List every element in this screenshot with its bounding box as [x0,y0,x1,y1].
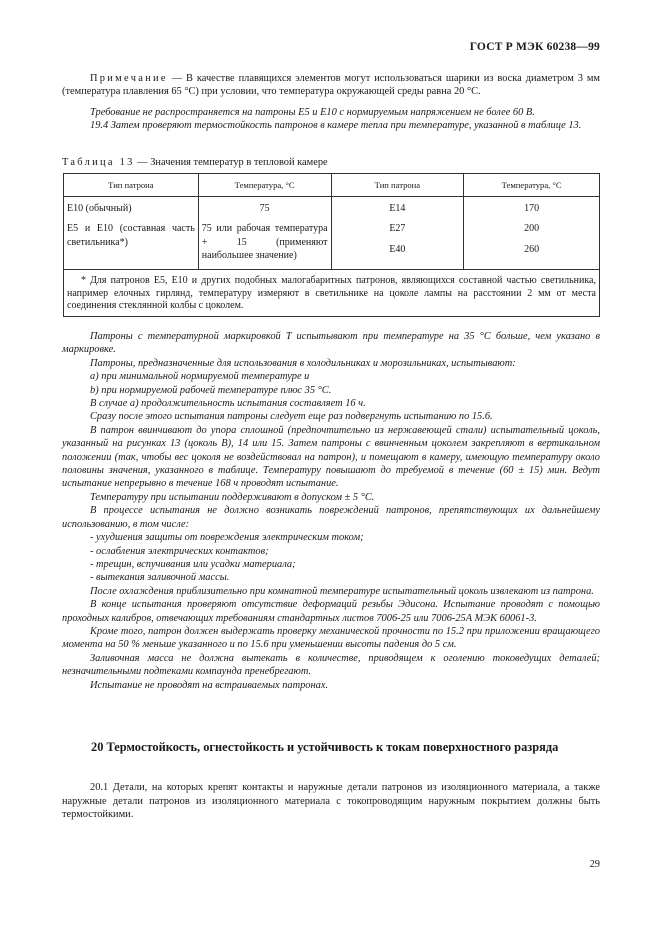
body-paragraph: Температуру при испытании поддерживают в допуском ± 5 °С. [90,491,375,503]
list-item: b) при нормируемой рабочей температуре плюс 35 °С. [90,384,332,396]
table-13 [63,173,600,317]
body-paragraph: Заливочная масса не должна вытекать в количестве, приводящем к оголению токоведущих деталей; незначительными подтеками компаунда пренебрегают. [62,652,600,678]
body-paragraph: Сразу после этого испытания патроны следует еще раз подвергнуть испытанию по 15.6. [90,411,493,423]
body-paragraph: В процессе испытания не должно возникать повреждений патронов, препятствующих их дальнейшему использованию, в том числе: [62,505,600,530]
table-cell-temp: 75 или рабочая температура + 15 (применяют наибольшее значение) [201,223,328,262]
clause-19-4-text: 19.4 Затем проверяют термостойкость патронов в камере тепла при температуре, указанной в таблице 13. [90,120,582,131]
table-caption-label: Таблица 13 [62,157,135,168]
section-20-paragraph [62,781,600,822]
note-label: Примечание [90,73,168,84]
note-text: — В качестве плавящихся элементов могут использоваться шарики из воска диаметром 3 мм (температура плавления 65 °С) при условии, что температура окружающей среды равна 20 °С. [62,73,600,98]
body-paragraph: Патроны с температурной маркировкой T испытывают при температуре на 35 °С больше, чем указано в маркировке. [62,331,600,356]
page-header: ГОСТ Р МЭК 60238—99 [469,41,600,53]
list-item: - ослабления электрических контактов; [90,545,269,557]
table-header-row [64,174,600,197]
list-item: - ухудшения защиты от повреждения электрическим током; [90,532,364,544]
table-row [64,197,600,270]
section-heading: 20 Термостойкость, огнестойкость и устойчивость к токам поверхностного разряда [91,740,559,754]
table-cell-temp: 260 [524,243,540,255]
table-cell-temp: 170 [524,203,540,214]
table-cell-type: E10 (обычный) [67,203,132,214]
body-paragraph: В случае a) продолжительность испытания составляет 16 ч. [90,398,366,410]
table-footnote-row [64,270,600,317]
table-cell-type: E14 [389,203,406,214]
table-cell-type: E27 [389,223,406,235]
body-paragraph: В патрон ввинчивают до упора сплошной (предпочтительно из нержавеющей стали) испытательный цоколь, указанный на рисунках 13 (цоколь B), 14 или 15. Затем патроны с ввинченным цоколем закрепляют в вертикальном положении (так, чтобы вес цоколя не воздействовал на патрон), и помещают в камеру, имеющую температуру около половины значения, указанного в таблице. Температуру повышают до требуемой в течение (60 ± 15) мин. Ведут испытание непрерывно в течение 168 ч проводят испытание. [62,424,600,490]
requirement-paragraph [62,106,600,119]
table-cell-type: E5 и E10 (составная часть светильника*) [67,223,195,248]
table-cell-temp: 200 [524,223,540,235]
body-paragraph: После охлаждения приблизительно при комнатной температуре испытательный цоколь извлекают из патрона. [90,585,594,597]
clause-20-1-text: 20.1 Детали, на которых крепят контакты и наружные детали патронов из изоляционного материала, а также наружные детали патронов из изоляционного материала с токопроводящим наружным покрытием должны быть термостойкими. [62,782,600,821]
body-paragraph: В конце испытания проверяют отсутствие деформаций резьбы Эдисона. Испытание проводят с помощью проходных калибров, отвечающих требованиям стандартных листов 7006-25 или 7006-25А МЭК 60061-3. [62,599,600,624]
table-cell-temp: 75 [259,203,270,214]
table-header-cell: Температура, °С [464,174,600,197]
table-footnote: * Для патронов E5, E10 и других подобных малогабаритных патронов, являющихся составной частью светильника, например елочных гирлянд, температуру измеряют в светильнике на цоколе лампы на расстоянии 2 мм от места соединения стеклянной колбы с цоколем. [64,270,600,317]
page-number: 29 [589,859,600,870]
requirement-text: Требование не распространяется на патроны E5 и E10 с нормируемым напряжением не более 60 В. [90,107,535,118]
table-header-cell: Тип патрона [64,174,199,197]
body-paragraph: Кроме того, патрон должен выдержать проверку механической прочности по 15.2 при приложении вращающего момента на 50 % меньше указанного и по 15.6 при уменьшении высоты падения до 5 см. [62,625,600,651]
list-item: - вытекания заливочной массы. [90,572,230,584]
table-caption [62,156,600,169]
note-block [62,72,600,99]
table-header-cell: Тип патрона [331,174,464,197]
body-paragraph: Патроны, предназначенные для использования в холодильниках и морозильниках, испытывают: [90,357,516,369]
clause-19-4 [62,119,600,132]
table-caption-text: — Значения температур в тепловой камере [134,157,328,168]
list-item: a) при минимальной нормируемой температуре и [90,371,310,383]
table-header-cell: Температура, °С [198,174,331,197]
list-item: - трещин, вспучивания или усадки материала; [90,558,296,570]
table-cell-type: E40 [389,243,406,255]
body-text-block-1 [62,330,600,692]
body-paragraph: Испытание не проводят на встраиваемых патронах. [90,679,329,691]
